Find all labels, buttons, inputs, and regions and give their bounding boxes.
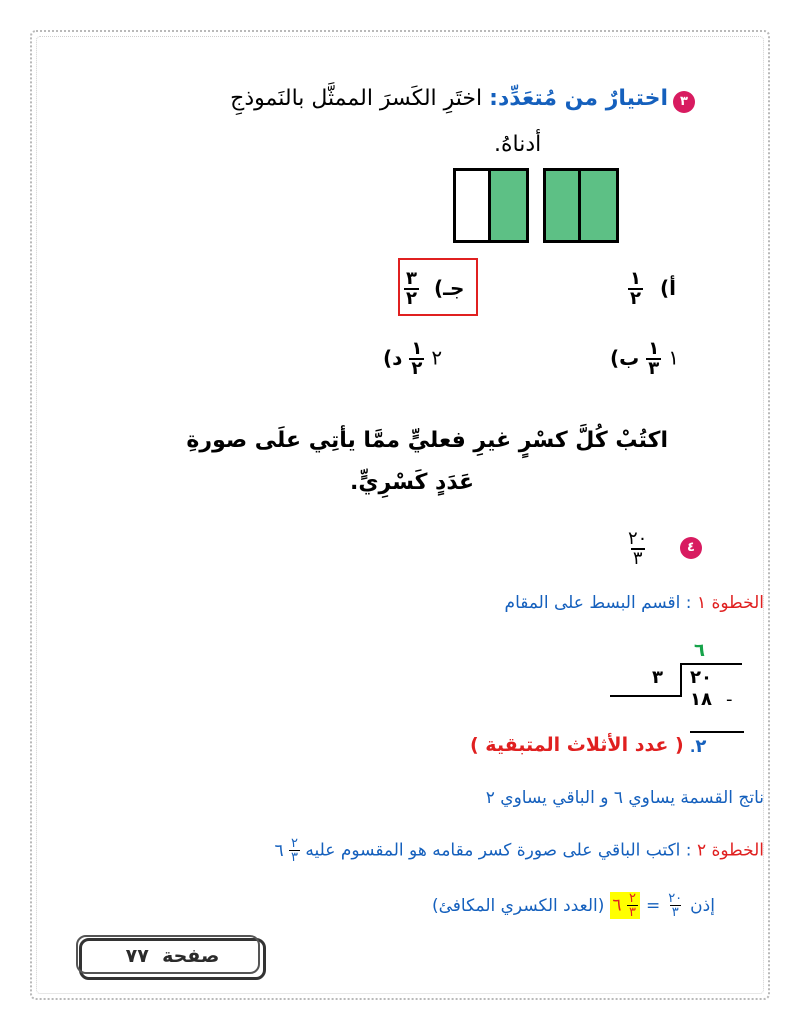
question-number-4: ٤	[680, 537, 702, 559]
option-c-fraction: $\frac{٣}{٢}$	[406, 268, 417, 309]
model-half	[491, 171, 526, 240]
question-3-text	[230, 86, 668, 111]
final-note: (العدد الكسري المكافئ)	[432, 895, 605, 916]
option-a-fraction: $\frac{١}{٢}$	[630, 268, 641, 309]
division-left-line	[610, 695, 682, 697]
division-remainder-wrap: .٢	[690, 736, 707, 757]
division-result-text: ناتج القسمة يساوي ٦ و الباقي يساوي ٢	[485, 788, 764, 808]
page-number-tag	[79, 938, 266, 980]
question-3-line2: أدناهُ.	[494, 132, 542, 157]
division-top-line	[680, 663, 742, 665]
model-half	[581, 171, 616, 240]
page-label: صفحة	[162, 945, 220, 967]
question-number-3: ٣	[673, 91, 695, 113]
option-a-label: أ)	[659, 275, 676, 300]
division-minus: -	[726, 689, 733, 710]
option-b-whole: ١	[668, 345, 679, 370]
final-answer	[432, 892, 715, 919]
instruction-line2: عَدَدٍ كَسْرِيٍّ.	[350, 470, 475, 495]
option-c[interactable]	[404, 270, 464, 308]
question-4-fraction: $\frac{٢٠}{٣}$	[628, 528, 648, 569]
option-a[interactable]	[628, 270, 676, 308]
division-bracket	[680, 663, 682, 695]
final-prefix: إذن	[690, 895, 715, 916]
model-half	[456, 171, 491, 240]
step-1	[505, 593, 764, 613]
option-d-whole: ٢	[431, 345, 443, 370]
step-1-text: : اقسم البسط على المقام	[504, 593, 692, 613]
step-2-label: الخطوة ٢	[696, 840, 764, 861]
option-c-label: جـ)	[433, 275, 465, 300]
instruction-line1: اكتُبْ كُلَّ كسْرٍ غيرِ فعليٍّ ممَّا يأتِي علَى صورةِ	[186, 428, 668, 453]
question-3-line1: اختَرِ الكَسرَ الممثَّل بالنَموذجِ	[230, 86, 483, 111]
model-half	[546, 171, 581, 240]
page-number: ٧٧	[125, 945, 149, 967]
step-2-mixed: ٦ $\frac{٢}{٣}$	[274, 836, 299, 865]
instruction-line2-wrap	[350, 470, 475, 495]
page-number-text	[82, 945, 263, 967]
option-d-label: د)	[383, 345, 403, 370]
step-1-label: الخطوة ١	[696, 593, 764, 613]
division-remainder: ٢	[695, 736, 707, 757]
option-b-fraction: $\frac{١}{٣}$	[648, 338, 660, 379]
step-2-text: : اكتب الباقي على صورة كسر مقامه هو المقسوم عليه	[305, 840, 692, 861]
final-mixed: ٦ $\frac{٢}{٣}$	[610, 892, 640, 919]
division-dividend: ٢٠	[690, 667, 712, 688]
step-2	[274, 837, 764, 864]
division-bottom-line	[690, 731, 744, 733]
final-fraction: $\frac{٢٠}{٣}$	[668, 891, 683, 920]
division-quotient: ٦	[694, 640, 705, 661]
option-b-label: ب)	[610, 345, 640, 370]
model-bar-half	[453, 168, 529, 243]
option-b[interactable]	[600, 340, 679, 378]
question-3-line2-wrap	[468, 132, 668, 157]
model-bar-full	[543, 168, 619, 243]
division-divisor: ٣	[652, 667, 663, 688]
remainder-note: ( عدد الأثلاث المتبقية )	[470, 734, 684, 756]
final-equals: =	[645, 895, 661, 916]
option-d[interactable]	[373, 340, 442, 378]
division-subtract: ١٨	[690, 689, 712, 710]
question-3-heading: اختيارٌ من مُتعَدِّد:	[489, 86, 668, 111]
option-d-fraction: $\frac{١}{٢}$	[411, 338, 423, 379]
